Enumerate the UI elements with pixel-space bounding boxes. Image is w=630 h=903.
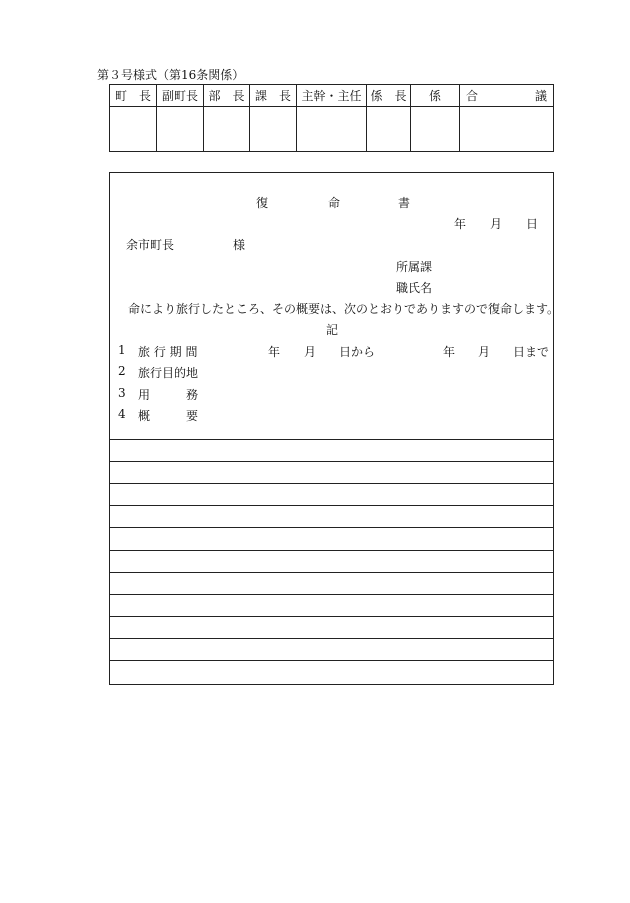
report-form: [109, 172, 560, 685]
writing-line: [110, 505, 553, 506]
title-char-1: 復: [256, 196, 269, 210]
date-day: 日: [526, 217, 539, 231]
header-mayor: 町 長: [110, 85, 157, 107]
department-label: 所属課: [396, 260, 433, 274]
item-3-number: 3: [118, 386, 126, 400]
consultation-char-2: 議: [534, 89, 547, 103]
stamp-cell-consultation[interactable]: [460, 107, 554, 152]
header-consultation: [460, 85, 554, 107]
title-char-2: 命: [328, 196, 341, 210]
period-from-year: 年: [268, 345, 281, 359]
intro-text: 命により旅行したところ、その概要は、次のとおりでありますので復命します。: [128, 302, 560, 316]
writing-line: [110, 461, 553, 462]
stamp-cell-department-head[interactable]: [204, 107, 250, 152]
stamp-cell-staff[interactable]: [411, 107, 460, 152]
addressee-honorific: 様: [233, 238, 246, 252]
item-1-label: 旅 行 期 間: [138, 345, 198, 359]
writing-line: [110, 439, 553, 440]
period-to-year: 年: [443, 345, 456, 359]
writing-line: [110, 483, 553, 484]
period-from-day: 日から: [339, 345, 376, 359]
writing-line: [110, 638, 553, 639]
ki-label: 記: [326, 323, 339, 337]
writing-line: [110, 572, 553, 573]
date-year: 年: [454, 217, 467, 231]
item-3-label-b: 務: [186, 388, 199, 402]
header-deputy-mayor: 副町長: [157, 85, 204, 107]
form-number: 第３号様式（第16条関係）: [97, 68, 245, 82]
stamp-cell-section-chief[interactable]: [250, 107, 297, 152]
item-4-number: 4: [118, 407, 126, 421]
consultation-char-1: 合: [466, 89, 479, 103]
addressee: 余市町長: [126, 238, 175, 252]
period-to-day: 日まで: [513, 345, 550, 359]
period-to-month: 月: [478, 345, 491, 359]
writing-line: [110, 594, 553, 595]
name-label: 職氏名: [396, 281, 433, 295]
writing-line: [110, 550, 553, 551]
title-char-3: 書: [398, 196, 411, 210]
writing-line: [110, 660, 553, 661]
stamp-cell-subsection-chief[interactable]: [367, 107, 411, 152]
header-staff: 係: [411, 85, 460, 107]
header-manager: 主幹・主任: [297, 85, 367, 107]
period-from-month: 月: [304, 345, 317, 359]
item-4-label-b: 要: [186, 409, 199, 423]
header-section-chief: 課 長: [250, 85, 297, 107]
stamp-cell-manager[interactable]: [297, 107, 367, 152]
header-subsection-chief: 係 長: [367, 85, 411, 107]
stamp-cell-mayor[interactable]: [110, 107, 157, 152]
writing-line: [110, 527, 553, 528]
item-2-label: 旅行目的地: [138, 366, 199, 380]
stamp-cell-deputy-mayor[interactable]: [157, 107, 204, 152]
item-3-label-a: 用: [138, 388, 151, 402]
date-month: 月: [490, 217, 503, 231]
writing-line: [110, 616, 553, 617]
header-department-head: 部 長: [204, 85, 250, 107]
item-1-number: 1: [118, 343, 126, 357]
approval-stamp-table: [109, 84, 554, 152]
item-4-label-a: 概: [138, 409, 151, 423]
item-2-number: 2: [118, 364, 126, 378]
